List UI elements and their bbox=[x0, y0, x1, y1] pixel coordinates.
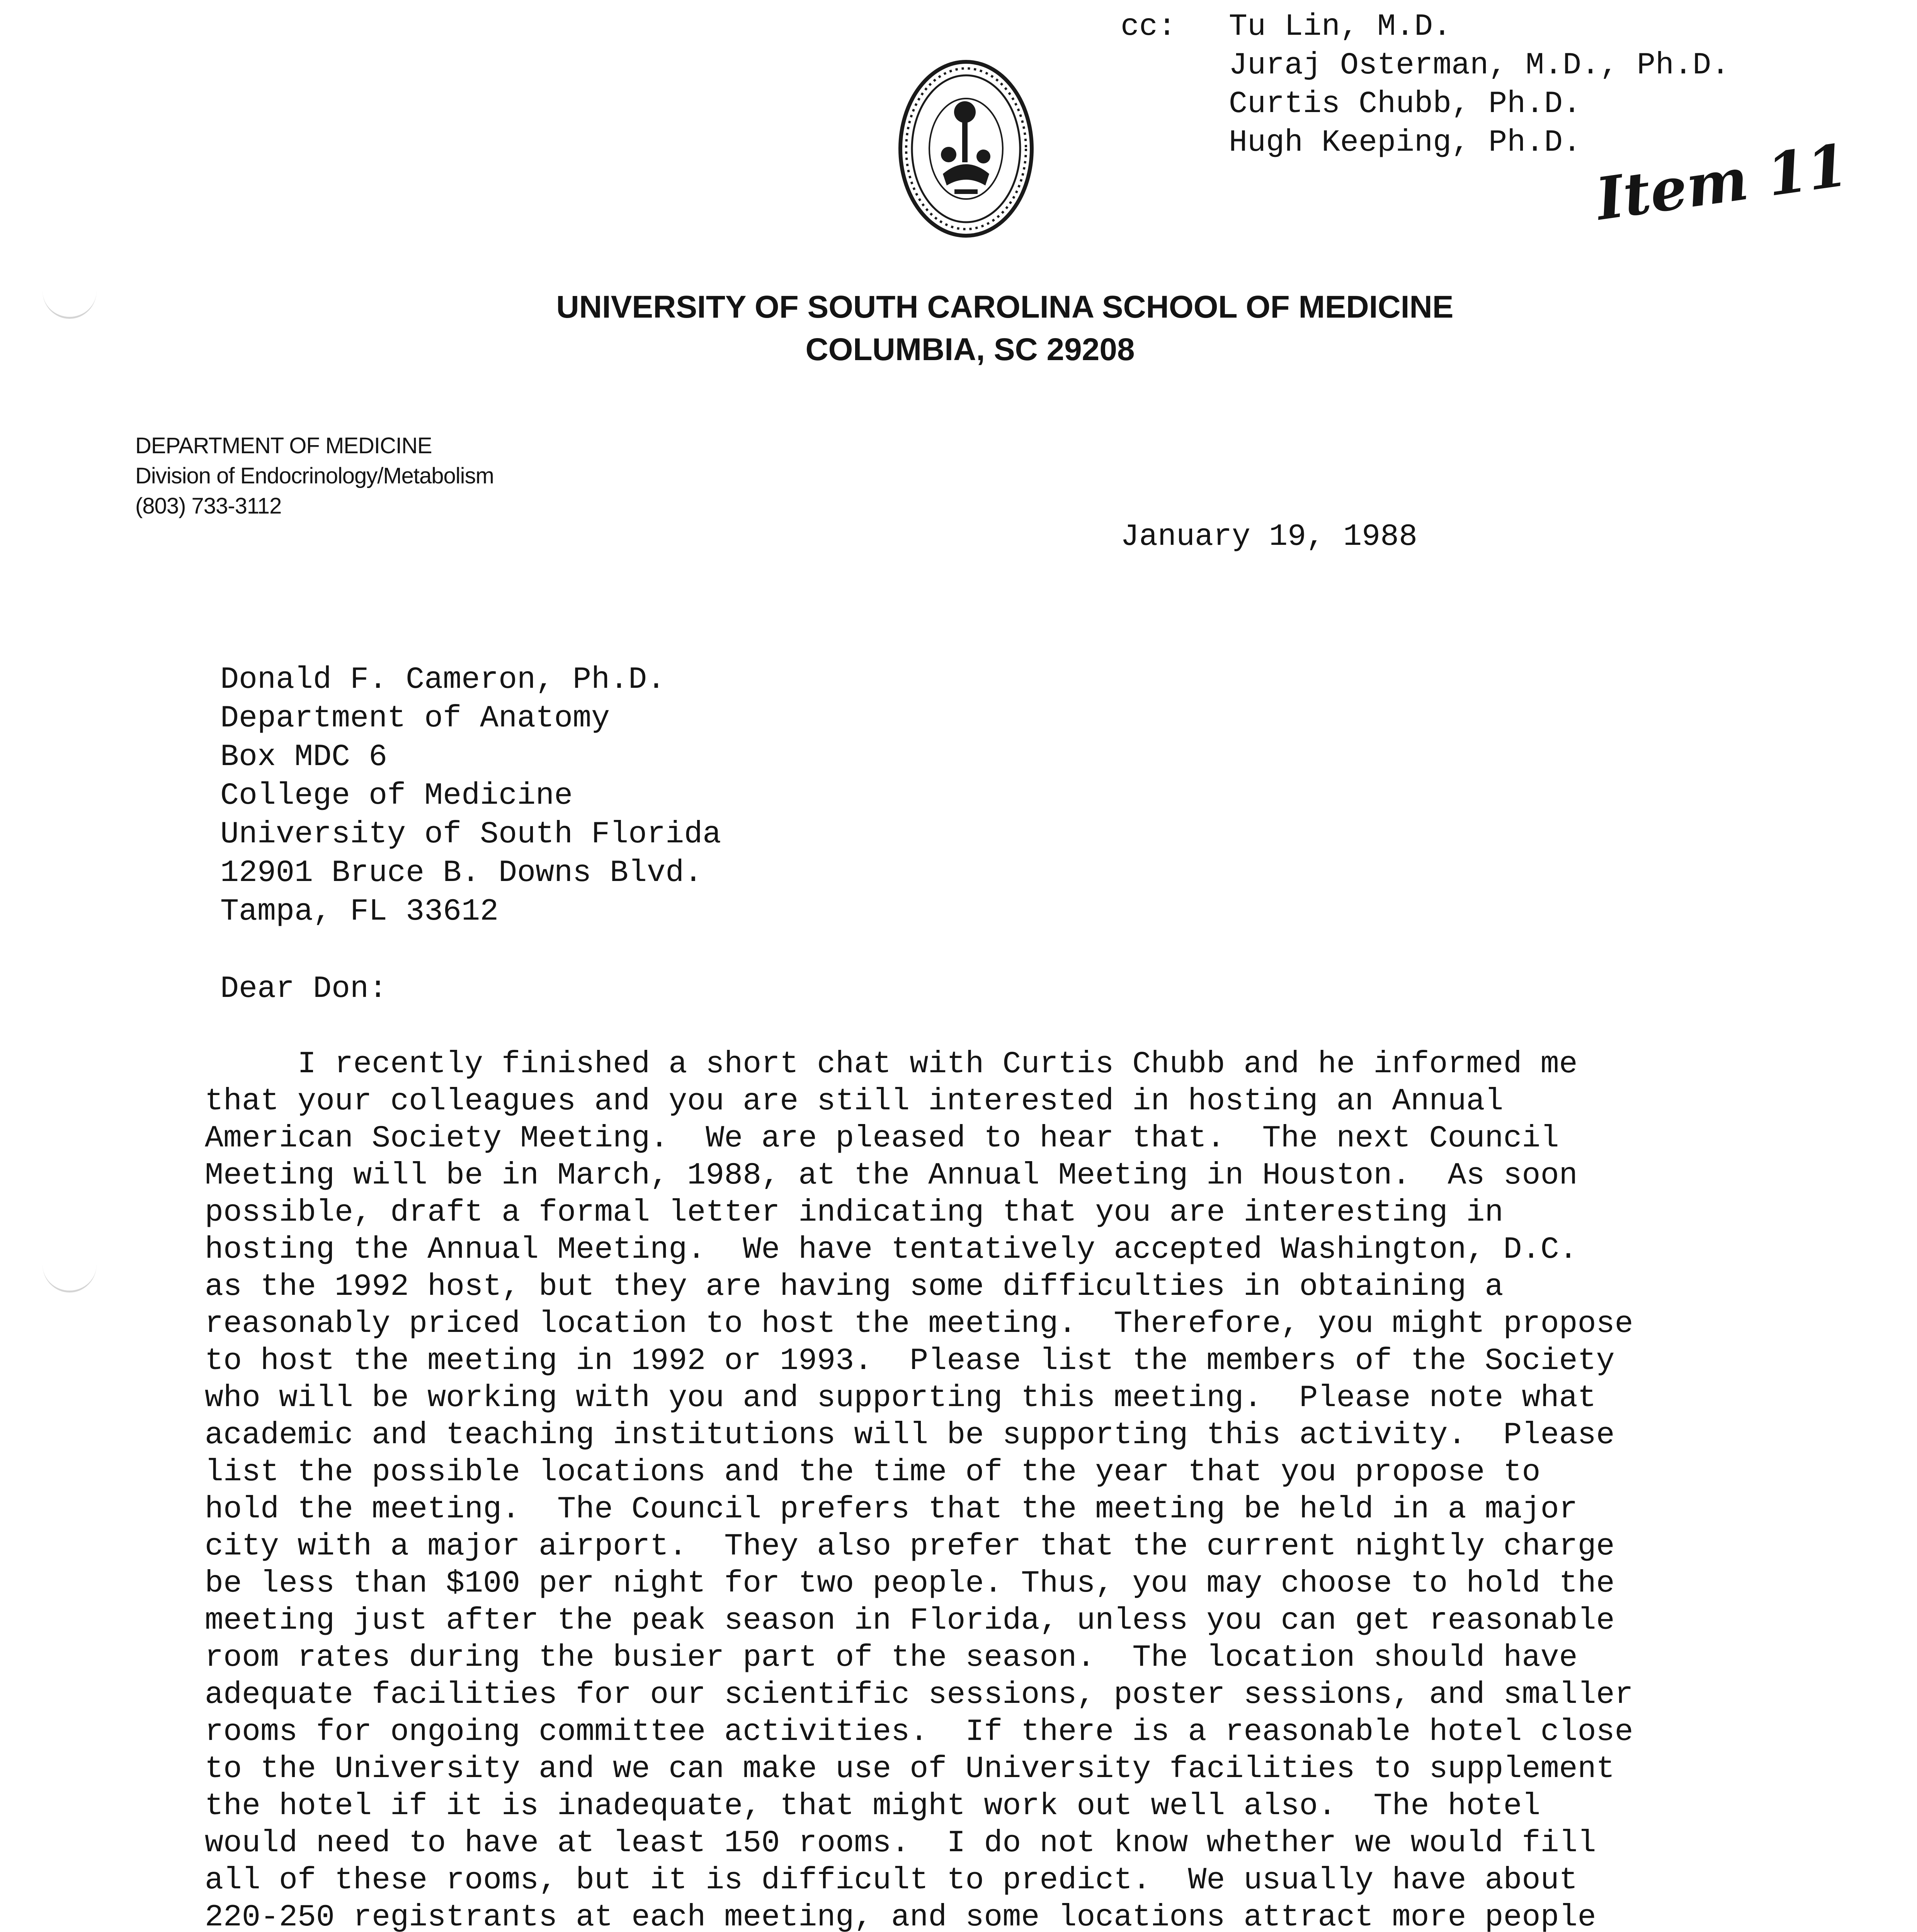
punch-hole-shadow bbox=[43, 1236, 97, 1293]
body-line: adequate facilities for our scientific sessions, poster sessions, and smaller bbox=[205, 1677, 1633, 1713]
body-line: room rates during the busier part of the season. The location should have bbox=[205, 1640, 1578, 1675]
recipient-address bbox=[220, 661, 721, 931]
division-name: Division of Endocrinology/Metabolism bbox=[135, 463, 494, 488]
cc-recipient: Tu Lin, M.D. bbox=[1229, 9, 1452, 44]
recipient-line: Department of Anatomy bbox=[220, 701, 610, 736]
institution-city: COLUMBIA, SC 29208 bbox=[805, 332, 1135, 367]
recipient-line: University of South Florida bbox=[220, 817, 721, 852]
body-line: reasonably priced location to host the meeting. Therefore, you might propose bbox=[205, 1306, 1633, 1342]
body-line: academic and teaching institutions will be supporting this activity. Please bbox=[205, 1418, 1615, 1453]
recipient-line: College of Medicine bbox=[220, 778, 573, 813]
body-line: meeting just after the peak season in Florida, unless you can get reasonable bbox=[205, 1603, 1615, 1638]
department-phone: (803) 733-3112 bbox=[135, 493, 282, 519]
body-line: to the University and we can make use of University facilities to supplement bbox=[205, 1752, 1615, 1787]
university-seal-icon bbox=[896, 58, 1036, 240]
body-line: to host the meeting in 1992 or 1993. Please list the members of the Society bbox=[205, 1344, 1615, 1379]
recipient-line: Box MDC 6 bbox=[220, 740, 388, 775]
body-line: Meeting will be in March, 1988, at the Annual Meeting in Houston. As soon bbox=[205, 1158, 1578, 1193]
letter-date: January 19, 1988 bbox=[1121, 519, 1418, 554]
department-name: DEPARTMENT OF MEDICINE bbox=[135, 433, 432, 458]
body-line: as the 1992 host, but they are having some difficulties in obtaining a bbox=[205, 1269, 1504, 1304]
body-line: I recently finished a short chat with Curtis Chubb and he informed me bbox=[205, 1047, 1578, 1082]
department-block bbox=[135, 431, 494, 521]
body-line: list the possible locations and the time of the year that you propose to bbox=[205, 1455, 1541, 1490]
body-line: 220-250 registrants at each meeting, and some locations attract more people bbox=[205, 1900, 1596, 1932]
body-line: that your colleagues and you are still interested in hosting an Annual bbox=[205, 1084, 1504, 1119]
cc-recipient: Hugh Keeping, Ph.D. bbox=[1229, 125, 1582, 160]
salutation: Dear Don: bbox=[220, 971, 388, 1007]
body-line: hold the meeting. The Council prefers that the meeting be held in a major bbox=[205, 1492, 1578, 1527]
body-line: the hotel if it is inadequate, that might work out well also. The hotel bbox=[205, 1789, 1541, 1824]
cc-list bbox=[1229, 8, 1730, 162]
cc-label: cc: bbox=[1121, 9, 1177, 44]
body-line: rooms for ongoing committee activities. If there is a reasonable hotel close bbox=[205, 1714, 1633, 1750]
body-line: hosting the Annual Meeting. We have tentatively accepted Washington, D.C. bbox=[205, 1232, 1578, 1267]
recipient-line: Donald F. Cameron, Ph.D. bbox=[220, 662, 666, 697]
handwritten-item-note: Item 11 bbox=[1592, 131, 1852, 234]
recipient-line: Tampa, FL 33612 bbox=[220, 894, 499, 929]
letterhead bbox=[0, 286, 1917, 371]
body-line: possible, draft a formal letter indicating that you are interesting in bbox=[205, 1195, 1504, 1230]
body-line: all of these rooms, but it is difficult to predict. We usually have about bbox=[205, 1863, 1578, 1898]
institution-name: UNIVERSITY OF SOUTH CAROLINA SCHOOL OF MEDICINE bbox=[556, 289, 1454, 325]
body-line: would need to have at least 150 rooms. I do not know whether we would fill bbox=[205, 1826, 1596, 1861]
cc-recipient: Curtis Chubb, Ph.D. bbox=[1229, 87, 1582, 122]
recipient-line: 12901 Bruce B. Downs Blvd. bbox=[220, 855, 703, 891]
body-line: American Society Meeting. We are pleased to hear that. The next Council bbox=[205, 1121, 1559, 1156]
cc-recipient: Juraj Osterman, M.D., Ph.D. bbox=[1229, 48, 1730, 83]
letter-body bbox=[205, 1045, 1704, 1932]
body-line: who will be working with you and supporting this meeting. Please note what bbox=[205, 1381, 1596, 1416]
body-line: city with a major airport. They also prefer that the current nightly charge bbox=[205, 1529, 1615, 1564]
body-line: be less than $100 per night for two people. Thus, you may choose to hold the bbox=[205, 1566, 1615, 1601]
